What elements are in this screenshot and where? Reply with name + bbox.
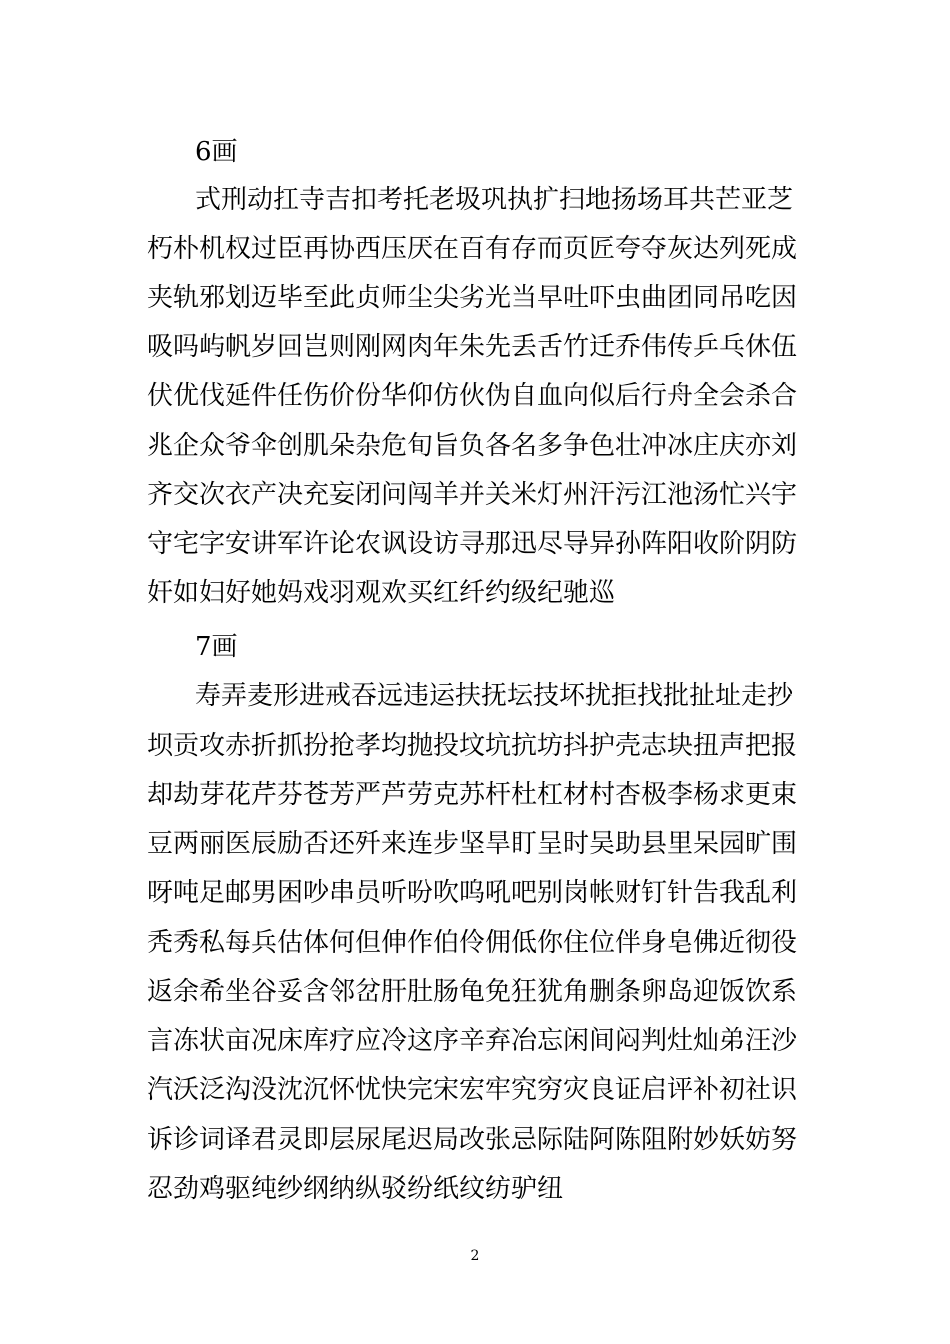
char-line: 式刑动扛寺吉扣考托老圾巩执扩扫地扬场耳共芒亚芝	[195, 185, 794, 215]
char-line: 坝贡攻赤折抓扮抢孝均抛投坟坑抗坊抖护壳志块扭声把报	[147, 731, 798, 761]
char-line: 豆两丽医辰励否还歼来连步坚旱盯呈时吴助县里呆园旷围	[147, 829, 798, 859]
char-line: 朽朴机权过臣再协西压厌在百有存而页匠夸夺灰达列死成	[147, 234, 798, 264]
page-number: 2	[470, 1248, 480, 1264]
char-line: 守宅字安讲军许论农讽设访寻那迅尽导异孙阵阳收阶阴防	[147, 529, 798, 559]
char-line: 诉诊词译君灵即层尿尾迟局改张忌际陆阿陈阻附妙妖妨努	[147, 1125, 798, 1155]
char-line: 言冻状亩况床库疗应冷这序辛弃冶忘闲间闷判灶灿弟汪沙	[147, 1026, 798, 1056]
section-heading-7-strokes: 7画	[195, 632, 238, 662]
char-line: 伏优伐延件任伤价份华仰仿伙伪自血向似后行舟全会杀合	[147, 381, 798, 411]
char-line: 返余希坐谷妥含邻岔肝肚肠龟免狂犹角删条卵岛迎饭饮系	[147, 977, 798, 1007]
char-line: 汽沃泛沟没沈沉怀忧快完宋宏牢究穷灾良证启评补初社识	[147, 1075, 798, 1105]
char-line: 呀吨足邮男困吵串员听吩吹呜吼吧别岗帐财钉针告我乱利	[147, 878, 798, 908]
char-line: 夹轨邪划迈毕至此贞师尘尖劣光当早吐吓虫曲团同吊吃因	[147, 283, 798, 313]
char-line: 吸吗屿帆岁回岂则刚网肉年朱先丢舌竹迁乔伟传乒乓休伍	[147, 332, 798, 362]
char-line: 忍劲鸡驱纯纱纲纳纵驳纷纸纹纺驴纽	[147, 1174, 564, 1204]
char-line: 奸如妇好她妈戏羽观欢买红纤约级纪驰巡	[147, 578, 616, 608]
char-line: 兆企众爷伞创肌朵杂危旬旨负各名多争色壮冲冰庄庆亦刘	[147, 431, 798, 461]
char-line: 寿弄麦形进戒吞远违运扶抚坛技坏扰拒找批扯址走抄	[195, 681, 794, 711]
char-line: 齐交次衣产决充妄闭问闯羊并关米灯州汗污江池汤忙兴宇	[147, 480, 798, 510]
char-line: 却劫芽花芹芬苍芳严芦劳克苏杆杜杠材村杏极李杨求更束	[147, 780, 798, 810]
section-heading-6-strokes: 6画	[195, 137, 238, 167]
char-line: 秃秀私每兵估体何但伸作伯伶佣低你住位伴身皂佛近彻役	[147, 928, 798, 958]
